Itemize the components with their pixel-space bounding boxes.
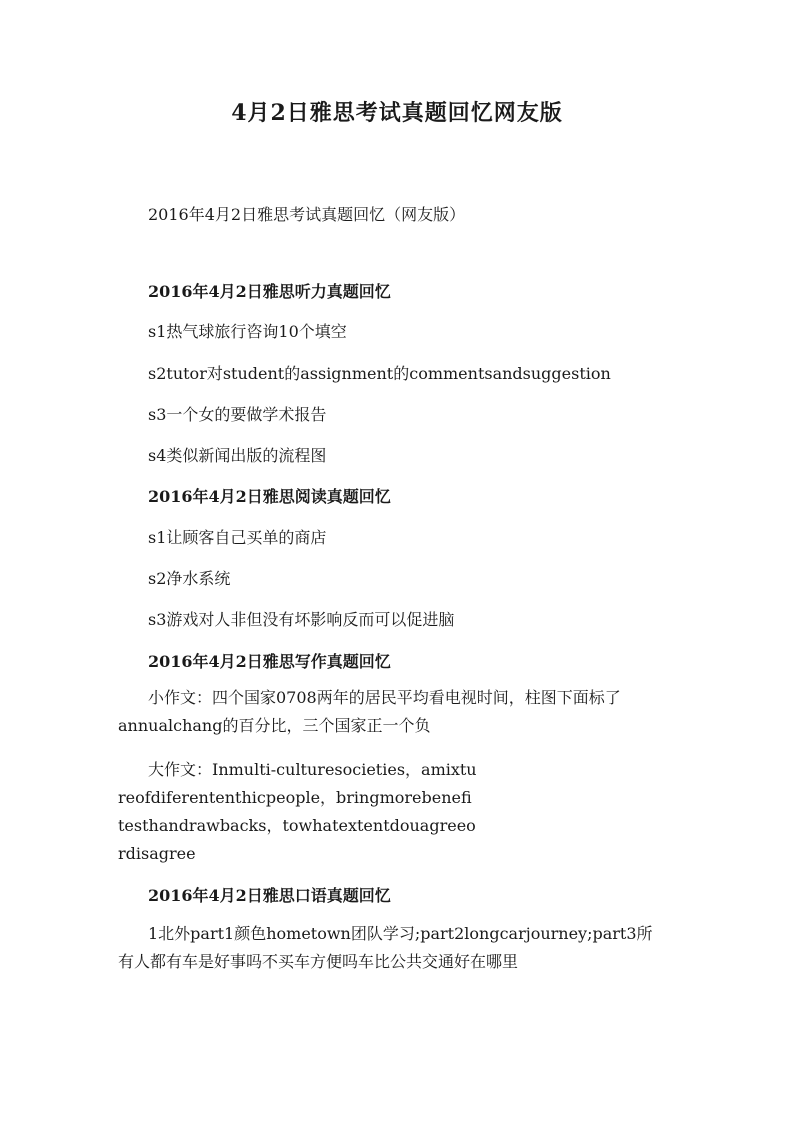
reading-item: s2净水系统 <box>148 569 231 588</box>
listening-item: s1热气球旅行咨询10个填空 <box>148 322 347 341</box>
writing-task1: 小作文：四个国家0708两年的居民平均看电视时间，柱图下面标了annualchang的百分比，三个国家正一个负 <box>118 688 621 735</box>
listening-heading: 2016年4月2日雅思听力真题回忆 <box>148 282 391 301</box>
listening-item: s4类似新闻出版的流程图 <box>148 446 327 465</box>
reading-item: s3游戏对人非但没有坏影响反而可以促进脑 <box>148 610 455 629</box>
speaking-heading: 2016年4月2日雅思口语真题回忆 <box>148 886 391 905</box>
writing-task2: 大作文：Inmulti-culturesocieties，amixtureofdiferententhicpeople，bringmorebenefitesthandrawbacks，towhatextentdouagreeordisagree <box>118 760 477 863</box>
document-title: 4月2日雅思考试真题回忆网友版 <box>231 100 563 126</box>
writing-heading: 2016年4月2日雅思写作真题回忆 <box>148 652 391 671</box>
reading-heading: 2016年4月2日雅思阅读真题回忆 <box>148 487 391 506</box>
listening-item: s2tutor对student的assignment的commentsandsuggestion <box>148 364 611 383</box>
intro-line: 2016年4月2日雅思考试真题回忆（网友版） <box>148 205 466 224</box>
speaking-content: 1北外part1颜色hometown团队学习;part2longcarjourney;part3所有人都有车是好事吗不买车方便吗车比公共交通好在哪里 <box>118 924 653 971</box>
reading-item: s1让顾客自己买单的商店 <box>148 528 327 547</box>
listening-item: s3一个女的要做学术报告 <box>148 405 327 424</box>
